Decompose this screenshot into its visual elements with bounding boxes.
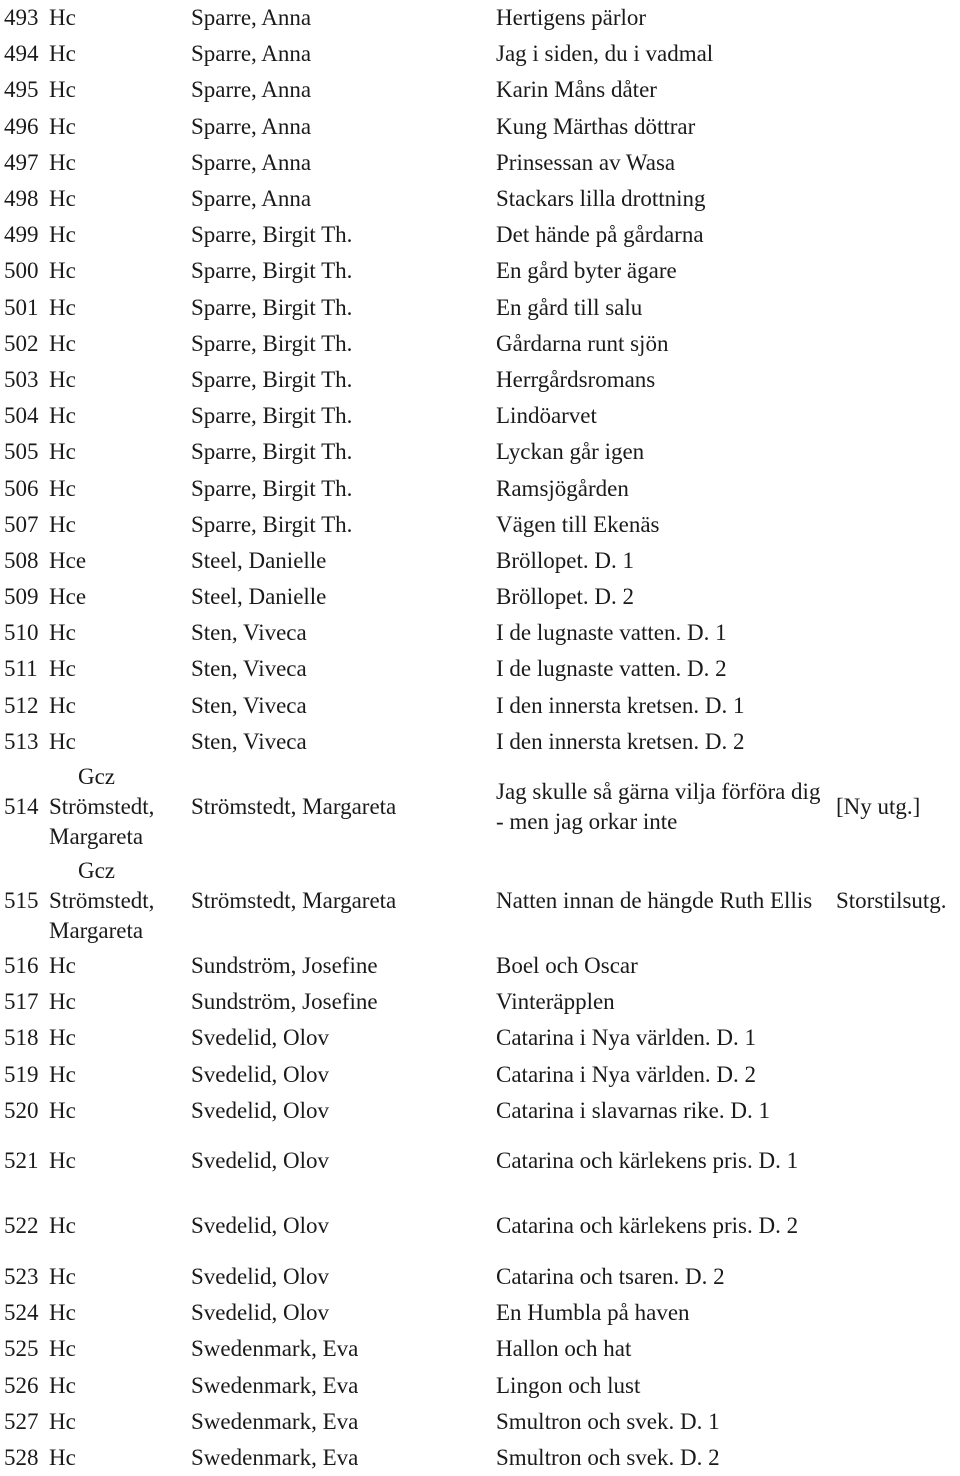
title: Lyckan går igen (496, 439, 645, 465)
list-item (0, 543, 960, 579)
shelf-code: Hc (49, 1097, 76, 1123)
title: Boel och Oscar (496, 953, 638, 979)
list-item (0, 253, 960, 289)
title: Bröllopet. D. 1 (496, 547, 634, 573)
shelf-code: Hc (49, 728, 76, 754)
author: Sparre, Birgit Th. (191, 258, 353, 284)
entry-number: 512 (4, 692, 39, 718)
title: Hallon och hat (496, 1336, 632, 1362)
entry-number: 513 (4, 728, 39, 754)
author: Steel, Danielle (191, 547, 327, 573)
author: Swedenmark, Eva (191, 1444, 359, 1470)
title: Catarina och kärlekens pris. D. 2 (496, 1213, 799, 1239)
shelf-code-block (49, 854, 184, 948)
title: I den innersta kretsen. D. 1 (496, 692, 745, 718)
entry-number: 514 (4, 793, 39, 819)
shelf-code: Hc (49, 953, 76, 979)
list-item (0, 948, 960, 984)
title: Jag i siden, du i vadmal (496, 41, 714, 67)
list-item (0, 724, 960, 760)
title: Catarina i slavarnas rike. D. 1 (496, 1097, 770, 1123)
shelf-code: Hc (49, 258, 76, 284)
title: Catarina i Nya världen. D. 1 (496, 1025, 756, 1051)
author: Sundström, Josefine (191, 989, 378, 1015)
author: Sten, Viveca (191, 692, 307, 718)
author: Sparre, Birgit Th. (191, 511, 353, 537)
author: Swedenmark, Eva (191, 1336, 359, 1362)
shelf-code-name: Strömstedt, Margareta (49, 887, 155, 943)
shelf-code: Gcz (77, 763, 116, 789)
shelf-code: Gcz (77, 857, 116, 883)
title: I de lugnaste vatten. D. 1 (496, 620, 727, 646)
author: Sparre, Anna (191, 186, 312, 212)
list-item (0, 0, 960, 36)
list-item (0, 1057, 960, 1093)
entry-number: 503 (4, 366, 39, 392)
shelf-code: Hc (49, 692, 76, 718)
title: Herrgårdsromans (496, 366, 656, 392)
shelf-code: Hc (49, 656, 76, 682)
list-item (0, 181, 960, 217)
author: Sparre, Anna (191, 113, 312, 139)
shelf-code: Hc (49, 1336, 76, 1362)
entry-number: 520 (4, 1097, 39, 1123)
author: Sparre, Birgit Th. (191, 294, 353, 320)
shelf-code: Hc (49, 1372, 76, 1398)
shelf-code: Hc (49, 1148, 76, 1174)
author: Sparre, Birgit Th. (191, 475, 353, 501)
title: Stackars lilla drottning (496, 186, 706, 212)
list-item (0, 854, 960, 948)
title: Bröllopet. D. 2 (496, 584, 634, 610)
entry-number: 519 (4, 1061, 39, 1087)
shelf-code: Hc (49, 77, 76, 103)
title: Gårdarna runt sjön (496, 330, 669, 356)
shelf-code: Hc (49, 366, 76, 392)
shelf-code: Hc (49, 1444, 76, 1470)
title: Smultron och svek. D. 2 (496, 1444, 720, 1470)
list-item (0, 1259, 960, 1295)
title: Catarina i Nya världen. D. 2 (496, 1061, 756, 1087)
entry-number: 498 (4, 186, 39, 212)
list-item (0, 36, 960, 72)
shelf-code: Hc (49, 149, 76, 175)
author: Steel, Danielle (191, 584, 327, 610)
shelf-code: Hc (49, 1300, 76, 1326)
list-item (0, 1440, 960, 1476)
entry-number: 507 (4, 511, 39, 537)
entry-number: 504 (4, 403, 39, 429)
list-item (0, 507, 960, 543)
list-item (0, 72, 960, 108)
shelf-code: Hc (49, 222, 76, 248)
shelf-code: Hc (49, 989, 76, 1015)
author: Svedelid, Olov (191, 1213, 329, 1239)
author: Sparre, Anna (191, 5, 312, 31)
list-item (0, 290, 960, 326)
entry-number: 495 (4, 77, 39, 103)
list-item (0, 470, 960, 506)
title: Catarina och tsaren. D. 2 (496, 1263, 725, 1289)
title: Hertigens pärlor (496, 5, 647, 31)
list-item (0, 1367, 960, 1403)
author: Sten, Viveca (191, 620, 307, 646)
title: Kung Märthas döttrar (496, 113, 696, 139)
title: Lindöarvet (496, 403, 597, 429)
author: Strömstedt, Margareta (191, 887, 397, 913)
author: Svedelid, Olov (191, 1061, 329, 1087)
shelf-code: Hc (49, 511, 76, 537)
entry-number: 499 (4, 222, 39, 248)
title: Lingon och lust (496, 1372, 641, 1398)
list-item (0, 984, 960, 1020)
title: Prinsessan av Wasa (496, 149, 676, 175)
list-item (0, 1295, 960, 1331)
title: Det hände på gårdarna (496, 222, 704, 248)
entry-number: 496 (4, 113, 39, 139)
list-item (0, 109, 960, 145)
list-item (0, 688, 960, 724)
shelf-code-block (49, 760, 184, 854)
entry-number: 515 (4, 887, 39, 913)
shelf-code: Hc (49, 403, 76, 429)
entry-number: 521 (4, 1148, 39, 1174)
entry-number: 501 (4, 294, 39, 320)
entry-number: 517 (4, 989, 39, 1015)
author: Svedelid, Olov (191, 1097, 329, 1123)
shelf-code: Hc (49, 620, 76, 646)
title: En gård byter ägare (496, 258, 677, 284)
entry-number: 523 (4, 1263, 39, 1289)
title: Karin Måns dåter (496, 77, 657, 103)
author: Svedelid, Olov (191, 1148, 329, 1174)
title: Catarina och kärlekens pris. D. 1 (496, 1148, 799, 1174)
entry-number: 508 (4, 547, 39, 573)
author: Strömstedt, Margareta (191, 793, 397, 819)
title: Vägen till Ekenäs (496, 511, 660, 537)
shelf-code: Hc (49, 186, 76, 212)
entry-number: 518 (4, 1025, 39, 1051)
list-item (0, 651, 960, 687)
shelf-code: Hc (49, 439, 76, 465)
list-item (0, 362, 960, 398)
shelf-code: Hc (49, 5, 76, 31)
shelf-code: Hce (49, 547, 87, 573)
shelf-code: Hc (49, 330, 76, 356)
entry-number: 528 (4, 1444, 39, 1470)
author: Sten, Viveca (191, 656, 307, 682)
list-item (0, 760, 960, 854)
author: Sparre, Anna (191, 149, 312, 175)
title: Natten innan de hängde Ruth Ellis (496, 887, 813, 913)
list-item (0, 398, 960, 434)
entry-number: 525 (4, 1336, 39, 1362)
entry-number: 522 (4, 1213, 39, 1239)
list-item (0, 579, 960, 615)
author: Sparre, Birgit Th. (191, 330, 353, 356)
edition-note: [Ny utg.] (836, 793, 921, 819)
list-item (0, 1093, 960, 1129)
shelf-code: Hc (49, 113, 76, 139)
entry-number: 506 (4, 475, 39, 501)
author: Svedelid, Olov (191, 1025, 329, 1051)
list-item (0, 1404, 960, 1440)
list-item (0, 434, 960, 470)
author: Sparre, Birgit Th. (191, 403, 353, 429)
entry-number: 516 (4, 953, 39, 979)
entry-number: 511 (4, 656, 38, 682)
shelf-code: Hc (49, 294, 76, 320)
author: Sten, Viveca (191, 728, 307, 754)
list-item (0, 145, 960, 181)
title: Vinteräpplen (496, 989, 615, 1015)
author: Sparre, Birgit Th. (191, 366, 353, 392)
shelf-code: Hc (49, 1408, 76, 1434)
author: Svedelid, Olov (191, 1300, 329, 1326)
entry-number: 505 (4, 439, 39, 465)
entry-number: 494 (4, 41, 39, 67)
list-item (0, 615, 960, 651)
shelf-code: Hc (49, 1213, 76, 1239)
title: I de lugnaste vatten. D. 2 (496, 656, 727, 682)
list-item (0, 217, 960, 253)
entry-number: 500 (4, 258, 39, 284)
shelf-code: Hc (49, 1263, 76, 1289)
title: Ramsjögården (496, 475, 629, 501)
title: En gård till salu (496, 294, 643, 320)
list-item (0, 326, 960, 362)
author: Swedenmark, Eva (191, 1372, 359, 1398)
shelf-code-name: Strömstedt, Margareta (49, 793, 155, 849)
title: Jag skulle så gärna vilja förföra dig - men jag orkar inte (496, 778, 821, 834)
shelf-code: Hc (49, 1061, 76, 1087)
shelf-code: Hce (49, 584, 87, 610)
title: En Humbla på haven (496, 1300, 690, 1326)
edition-note: Storstilsutg. (836, 887, 947, 913)
author: Sparre, Anna (191, 41, 312, 67)
author: Sundström, Josefine (191, 953, 378, 979)
entry-number: 497 (4, 149, 39, 175)
list-item (0, 1129, 960, 1194)
title: Smultron och svek. D. 1 (496, 1408, 720, 1434)
entry-number: 526 (4, 1372, 39, 1398)
entry-number: 493 (4, 5, 39, 31)
author: Sparre, Birgit Th. (191, 439, 353, 465)
list-item (0, 1194, 960, 1259)
entry-number: 510 (4, 620, 39, 646)
entry-number: 527 (4, 1408, 39, 1434)
list-item (0, 1331, 960, 1367)
entry-number: 524 (4, 1300, 39, 1326)
entry-number: 509 (4, 584, 39, 610)
entry-number: 502 (4, 330, 39, 356)
author: Swedenmark, Eva (191, 1408, 359, 1434)
list-item (0, 1020, 960, 1056)
author: Sparre, Birgit Th. (191, 222, 353, 248)
title: I den innersta kretsen. D. 2 (496, 728, 745, 754)
author: Sparre, Anna (191, 77, 312, 103)
shelf-code: Hc (49, 41, 76, 67)
shelf-code: Hc (49, 1025, 76, 1051)
shelf-code: Hc (49, 475, 76, 501)
author: Svedelid, Olov (191, 1263, 329, 1289)
